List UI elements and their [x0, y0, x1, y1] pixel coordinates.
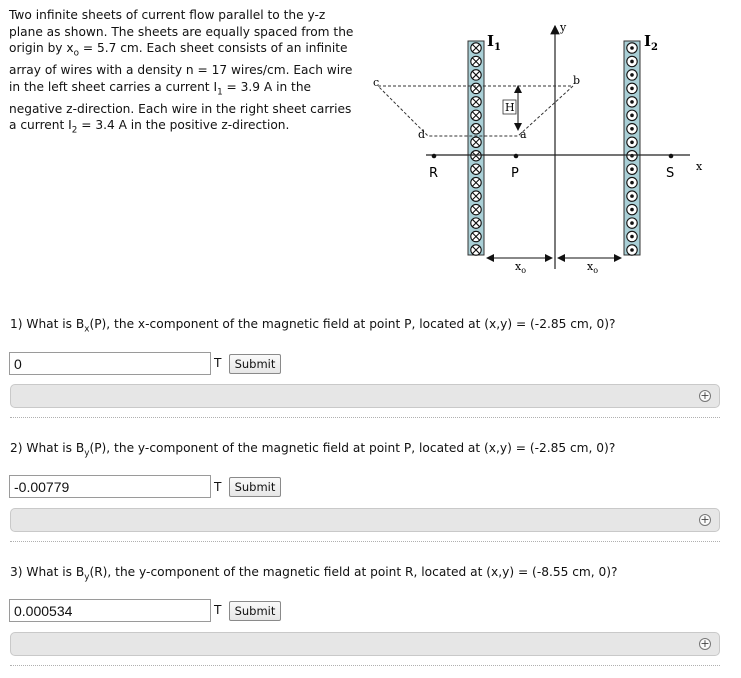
feedback-bar-2[interactable] — [10, 508, 720, 532]
unit-label-3: T — [214, 603, 222, 617]
wire-dot — [630, 114, 634, 118]
problem-text-2: = 5.7 cm. Each sheet consists of an infinite array of wires with a density n = 17 wires/cm. Each wire in the left sheet carries a current I — [9, 41, 353, 94]
question-divider-3 — [10, 665, 720, 666]
problem-text-4: = 3.4 A in the positive z-direction. — [77, 118, 290, 133]
plus-circle-icon[interactable]: + — [700, 637, 710, 650]
current-i2-label: $I_2$ — [644, 32, 658, 53]
x-axis-label: x — [696, 160, 703, 173]
question-1: 1) What is $B_x(P)$, the x-component of the magnetic field at point P, located at (x,y) = (-2.85 cm, 0)? — [10, 317, 616, 335]
wire-dot — [630, 127, 634, 131]
feedback-bar-1[interactable] — [10, 384, 720, 408]
submit-button-2[interactable]: Submit — [229, 477, 281, 497]
unit-label-1: T — [214, 356, 222, 370]
wire-dot — [630, 167, 634, 171]
point-p-label: P — [511, 166, 519, 181]
problem-sub-2: 2 — [71, 125, 78, 136]
wire-dot — [630, 73, 634, 77]
wire-dot — [630, 208, 634, 212]
question-2: 2) What is $B_y(P)$, the y-component of the magnetic field at point P, located at (x,y) = (-2.85 cm, 0)? — [10, 441, 616, 459]
corner-label-c: c — [373, 76, 380, 89]
problem-text-3: = 3.9 A in the negative z-direction. Each wire in the right sheet carries a current I — [9, 79, 352, 133]
wire-dot — [630, 60, 634, 64]
corner-label-a: a — [520, 128, 527, 141]
wire-dot — [630, 248, 634, 252]
point-r-marker — [432, 154, 437, 159]
question-3: 3) What is $B_y(R)$, the y-component of the magnetic field at point R, located at (x,y) = (-8.55 cm, 0)? — [10, 565, 618, 583]
point-r-label: R — [429, 166, 439, 181]
feedback-bar-3[interactable] — [10, 632, 720, 656]
wire-dot — [630, 235, 634, 239]
point-s-marker — [669, 154, 674, 159]
answer-input-1[interactable] — [9, 352, 211, 375]
problem-statement — [9, 7, 361, 139]
problem-sub-xo: o — [73, 48, 79, 59]
plus-circle-icon[interactable]: + — [700, 389, 710, 402]
wire-dot — [630, 140, 634, 144]
corner-label-d: d — [418, 128, 426, 141]
wire-dot — [630, 100, 634, 104]
problem-sub-1: 1 — [217, 87, 223, 98]
sheets-diagram — [368, 14, 713, 279]
unit-label-2: T — [214, 480, 222, 494]
xo-right-label: $x_o$ — [587, 260, 599, 275]
wire-dot — [630, 181, 634, 185]
current-i1-label: $I_1$ — [487, 32, 501, 53]
question-divider-2 — [10, 541, 720, 542]
submit-button-3[interactable]: Submit — [229, 601, 281, 621]
problem-text-1: Two infinite sheets of current flow parallel to the y-z plane as shown. The sheets are equally spaced from the origin by x — [9, 8, 354, 56]
wire-dot — [630, 194, 634, 198]
wire-dot — [630, 221, 634, 225]
y-axis-label: y — [560, 21, 567, 34]
point-p-marker — [514, 154, 519, 159]
submit-button-1[interactable]: Submit — [229, 354, 281, 374]
xo-left-label: $x_o$ — [515, 260, 527, 275]
answer-input-2[interactable] — [9, 475, 211, 498]
h-label: H — [505, 101, 515, 114]
question-divider-1 — [10, 417, 720, 418]
corner-label-b: b — [573, 74, 581, 87]
answer-input-3[interactable] — [9, 599, 211, 622]
wire-dot — [630, 46, 634, 50]
point-s-label: S — [666, 166, 675, 181]
plus-circle-icon[interactable]: + — [700, 513, 710, 526]
wire-dot — [630, 87, 634, 91]
